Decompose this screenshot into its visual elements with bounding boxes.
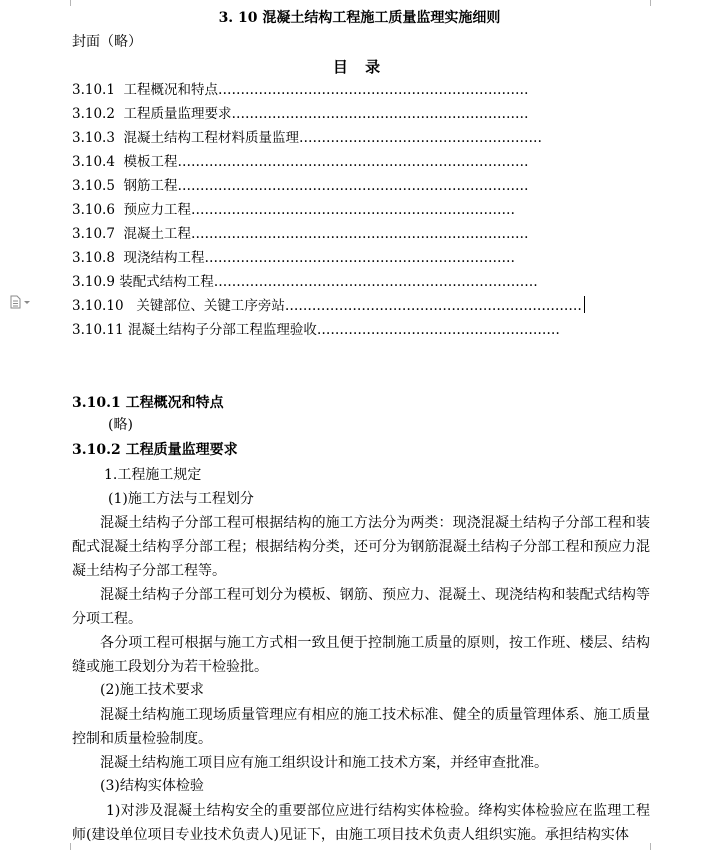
toc-heading: 目 录 xyxy=(332,58,387,76)
toc-item[interactable] xyxy=(72,104,529,124)
toc-label: 现浇结构工程 xyxy=(123,250,205,266)
toc-label: 钢筋工程 xyxy=(123,178,178,194)
toc-leader: …………………………………………………………… xyxy=(204,250,516,266)
subsection-heading: (3)结构实体检验 xyxy=(100,778,204,794)
toc-leader: …………………………………………………………………… xyxy=(177,154,529,170)
toc-leader: ……………………………………………… xyxy=(316,322,560,338)
toc-number: 3.10.5 xyxy=(72,178,115,194)
toc-item[interactable] xyxy=(72,296,585,316)
toc-leader: …………………………………………………………………… xyxy=(177,178,529,194)
toc-label: 装配式结构工程 xyxy=(119,274,214,290)
toc-number: 3.10.11 xyxy=(72,322,124,338)
section-heading: 3.10.2 工程质量监理要求 xyxy=(72,442,238,458)
toc-label: 混凝土结构子分部工程监理验收 xyxy=(127,322,317,338)
subsection-heading: (1)施工方法与工程划分 xyxy=(108,491,254,507)
toc-leader: …………………………………………………………… xyxy=(218,82,529,98)
body-paragraph: 混凝土结构施工现场质量管理应有相应的施工技术标准、健全的质量管理体系、施工质量控制和质量检验制度。 xyxy=(72,707,650,747)
cover-note: 封面（略） xyxy=(72,34,142,50)
toc-number: 3.10.6 xyxy=(72,202,115,218)
toc-leader: ……………………………………………………………… xyxy=(191,202,516,218)
body-paragraph: 各分项工程可根据与施工方式相一致且便于控制施工质量的原则，按工作班、楼层、结构缝或施工段划分为若干检验批。 xyxy=(72,635,650,675)
toc-item[interactable] xyxy=(72,248,515,268)
toc-item[interactable] xyxy=(72,152,529,172)
body-paragraph: 混凝土结构子分部工程可划分为模板、钢筋、预应力、混凝土、现浇结构和装配式结构等分项工程。 xyxy=(72,587,650,627)
toc-leader: ………………………………………………………… xyxy=(231,106,529,122)
page-corner-mark xyxy=(650,843,659,850)
toc-number: 3.10.7 xyxy=(72,226,115,242)
toc-item[interactable] xyxy=(72,80,529,100)
toc-leader: ……………………………………………………………… xyxy=(213,274,538,290)
toc-label: 工程概况和特点 xyxy=(123,82,219,98)
toc-number: 3.10.10 xyxy=(72,298,124,314)
toc-item[interactable] xyxy=(72,200,515,220)
toc-number: 3.10.9 xyxy=(72,274,115,290)
page-corner-mark xyxy=(62,0,71,6)
subsection-heading: (2)施工技术要求 xyxy=(100,682,204,698)
page-corner-mark xyxy=(650,0,659,6)
toc-item[interactable] xyxy=(72,128,542,148)
text-cursor xyxy=(584,296,586,313)
toc-item[interactable] xyxy=(72,320,560,340)
body-paragraph: 混凝土结构施工项目应有施工组织设计和施工技术方案，并经审查批准。 xyxy=(100,755,548,771)
toc-item[interactable] xyxy=(72,224,529,244)
paragraph-options-icon[interactable] xyxy=(9,295,33,309)
toc-label: 模板工程 xyxy=(123,154,178,170)
toc-number: 3.10.1 xyxy=(72,82,115,98)
page-corner-mark xyxy=(62,843,71,850)
toc-label: 混凝土结构工程材料质量监理 xyxy=(123,130,300,146)
toc-item[interactable] xyxy=(72,176,529,196)
toc-leader: ……………………………………………… xyxy=(299,130,543,146)
toc-number: 3.10.4 xyxy=(72,154,115,170)
toc-leader: ………………………………………………………………… xyxy=(191,226,529,242)
toc-label: 预应力工程 xyxy=(123,202,192,218)
section-heading: 3.10.1 工程概况和特点 xyxy=(72,395,224,411)
toc-number: 3.10.3 xyxy=(72,130,115,146)
section-note: (略) xyxy=(108,417,133,433)
toc-leader: ………………………………………………………… xyxy=(284,298,582,314)
toc-item[interactable] xyxy=(72,272,538,292)
toc-label: 工程质量监理要求 xyxy=(123,106,232,122)
toc-number: 3.10.8 xyxy=(72,250,115,266)
subsection-heading: 1.工程施工规定 xyxy=(104,467,202,483)
toc-number: 3.10.2 xyxy=(72,106,115,122)
toc-label: 关键部位、关键工序旁站 xyxy=(136,298,285,314)
toc-label: 混凝土工程 xyxy=(123,226,192,242)
document-title: 3. 10 混凝土结构工程施工质量监理实施细则 xyxy=(218,10,501,26)
body-paragraph: 1)对涉及混凝土结构安全的重要部位应进行结构实体检验。绛构实体检验应在监理工程师(建设单位项目专业技术负责人)见证下，由施工项目技术负责人组织实施。承担结构实体 xyxy=(72,803,650,843)
body-paragraph: 混凝土结构子分部工程可根据结构的施工方法分为两类：现浇混凝土结构子分部工程和装配式混凝土结构孚分部工程；根据结构分类，还可分为钢筋混凝土结构子分部工程和预应力混凝土结构子分部工程等。 xyxy=(72,515,650,579)
